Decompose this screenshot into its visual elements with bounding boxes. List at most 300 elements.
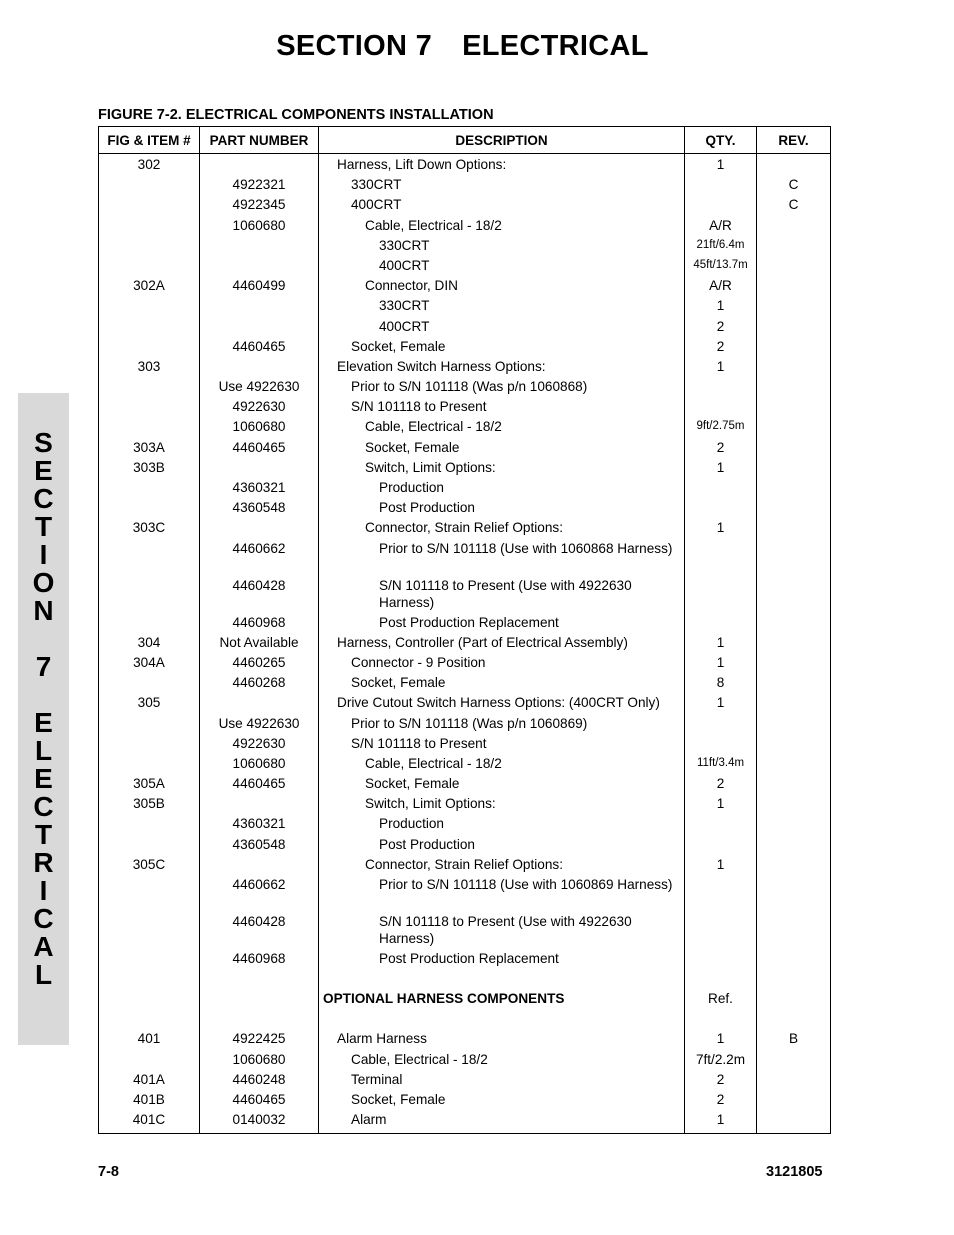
qty-cell: Ref.	[685, 990, 757, 1010]
side-tab-letter: L	[34, 735, 53, 766]
page-number: 7-8	[98, 1164, 119, 1180]
fig-cell	[99, 176, 200, 196]
part-number-cell: 4460465	[200, 338, 319, 358]
description-cell: Production	[319, 815, 685, 835]
rev-cell	[757, 1010, 831, 1030]
qty-cell: 2	[685, 1071, 757, 1091]
fig-cell: 302	[99, 154, 200, 177]
qty-cell	[685, 540, 757, 577]
fig-cell	[99, 815, 200, 835]
fig-cell	[99, 950, 200, 970]
rev-cell	[757, 795, 831, 815]
table-row	[99, 795, 831, 815]
rev-cell	[757, 459, 831, 479]
description-cell: Cable, Electrical - 18/2	[319, 755, 685, 775]
fig-cell	[99, 318, 200, 338]
side-tab-letter: E	[34, 455, 53, 486]
table-spacer-row	[99, 970, 831, 990]
table-header-row	[99, 127, 831, 154]
description-cell: Socket, Female	[319, 674, 685, 694]
fig-cell: 401C	[99, 1111, 200, 1134]
rev-cell	[757, 1111, 831, 1134]
section-title: ELECTRICAL	[462, 30, 649, 62]
part-number-cell	[200, 154, 319, 177]
qty-cell: 11ft/3.4m	[685, 755, 757, 775]
part-number-cell: 4922425	[200, 1030, 319, 1050]
rev-cell	[757, 154, 831, 177]
side-tab-letter: R	[33, 847, 54, 878]
fig-cell: 302A	[99, 277, 200, 297]
table-row	[99, 715, 831, 735]
fig-cell	[99, 257, 200, 277]
qty-cell	[685, 836, 757, 856]
part-number-cell: 1060680	[200, 1051, 319, 1071]
table-row	[99, 277, 831, 297]
part-number-cell	[200, 856, 319, 876]
fig-cell	[99, 614, 200, 634]
side-tab-letter: E	[34, 763, 53, 794]
rev-cell	[757, 519, 831, 539]
fig-cell: 305A	[99, 775, 200, 795]
side-tab-letter: L	[34, 959, 53, 990]
part-number-cell: 1060680	[200, 755, 319, 775]
table-row	[99, 735, 831, 755]
description-cell: Harness, Lift Down Options:	[319, 154, 685, 177]
rev-cell	[757, 1051, 831, 1071]
description-cell: Socket, Female	[319, 775, 685, 795]
description-cell: S/N 101118 to Present (Use with 4922630 Harness)	[319, 913, 685, 950]
qty-cell	[685, 479, 757, 499]
qty-cell: 1	[685, 459, 757, 479]
rev-cell	[757, 297, 831, 317]
description-cell: Prior to S/N 101118 (Use with 1060869 Harness)	[319, 876, 685, 913]
side-tab-letter: I	[39, 875, 48, 906]
fig-cell: 401B	[99, 1091, 200, 1111]
rev-cell	[757, 398, 831, 418]
qty-cell: 2	[685, 1091, 757, 1111]
qty-cell	[685, 577, 757, 614]
rev-cell	[757, 836, 831, 856]
table-row	[99, 694, 831, 714]
description-cell: Post Production	[319, 499, 685, 519]
part-number-cell	[200, 1010, 319, 1030]
fig-cell: 305	[99, 694, 200, 714]
part-number-cell: 1060680	[200, 418, 319, 438]
part-number-cell	[200, 318, 319, 338]
part-number-cell: 4460465	[200, 439, 319, 459]
table-row	[99, 358, 831, 378]
fig-cell	[99, 378, 200, 398]
qty-cell	[685, 735, 757, 755]
fig-cell	[99, 297, 200, 317]
side-tab-letter: S	[34, 427, 53, 458]
page-title	[0, 30, 925, 63]
description-cell: Post Production Replacement	[319, 614, 685, 634]
fig-cell	[99, 398, 200, 418]
rev-cell	[757, 237, 831, 257]
description-cell	[319, 970, 685, 990]
fig-cell	[99, 1051, 200, 1071]
qty-cell	[685, 1010, 757, 1030]
description-cell: Switch, Limit Options:	[319, 795, 685, 815]
part-number-cell: 4460662	[200, 540, 319, 577]
description-cell: Prior to S/N 101118 (Was p/n 1060869)	[319, 715, 685, 735]
part-number-cell: 0140032	[200, 1111, 319, 1134]
table-row	[99, 398, 831, 418]
side-tab-letter: N	[33, 595, 54, 626]
part-number-cell	[200, 990, 319, 1010]
part-number-cell: Use 4922630	[200, 378, 319, 398]
part-number-cell: Not Available	[200, 634, 319, 654]
description-cell: Harness, Controller (Part of Electrical Assembly)	[319, 634, 685, 654]
part-number-cell: 4460248	[200, 1071, 319, 1091]
qty-cell: A/R	[685, 277, 757, 297]
rev-cell	[757, 694, 831, 714]
part-number-cell	[200, 795, 319, 815]
qty-cell: 9ft/2.75m	[685, 418, 757, 438]
table-row	[99, 297, 831, 317]
fig-cell	[99, 237, 200, 257]
fig-cell: 303A	[99, 439, 200, 459]
fig-cell: 303C	[99, 519, 200, 539]
qty-cell: 1	[685, 154, 757, 177]
part-number-cell	[200, 694, 319, 714]
description-cell: Prior to S/N 101118 (Was p/n 1060868)	[319, 378, 685, 398]
description-cell: Post Production Replacement	[319, 950, 685, 970]
qty-cell: 8	[685, 674, 757, 694]
part-number-cell: 4460499	[200, 277, 319, 297]
parts-table	[98, 126, 831, 1134]
table-row	[99, 1030, 831, 1050]
part-number-cell	[200, 257, 319, 277]
qty-cell	[685, 378, 757, 398]
fig-cell	[99, 990, 200, 1010]
column-header-fig: FIG & ITEM #	[99, 127, 200, 154]
table-row	[99, 1051, 831, 1071]
qty-cell: 21ft/6.4m	[685, 237, 757, 257]
rev-cell	[757, 338, 831, 358]
description-cell: Terminal	[319, 1071, 685, 1091]
fig-cell	[99, 479, 200, 499]
part-number-cell: 4460968	[200, 614, 319, 634]
fig-cell: 304A	[99, 654, 200, 674]
table-spacer-row	[99, 1010, 831, 1030]
qty-cell	[685, 913, 757, 950]
part-number-cell	[200, 970, 319, 990]
rev-cell	[757, 876, 831, 913]
fig-cell	[99, 970, 200, 990]
table-row	[99, 196, 831, 216]
column-header-description: DESCRIPTION	[319, 127, 685, 154]
table-row	[99, 913, 831, 950]
table-row	[99, 577, 831, 614]
description-cell: 400CRT	[319, 318, 685, 338]
fig-cell: 401A	[99, 1071, 200, 1091]
part-number-cell: 4922630	[200, 735, 319, 755]
part-number-cell: 4922345	[200, 196, 319, 216]
description-cell: Elevation Switch Harness Options:	[319, 358, 685, 378]
side-tab-letter: C	[33, 483, 54, 514]
fig-cell: 303	[99, 358, 200, 378]
rev-cell	[757, 654, 831, 674]
part-number-cell: 4460968	[200, 950, 319, 970]
description-cell: Cable, Electrical - 18/2	[319, 217, 685, 237]
table-row	[99, 540, 831, 577]
table-row	[99, 876, 831, 913]
qty-cell: 2	[685, 775, 757, 795]
description-cell: Production	[319, 479, 685, 499]
description-cell: Connector, Strain Relief Options:	[319, 856, 685, 876]
fig-cell: 401	[99, 1030, 200, 1050]
side-tab-letter: I	[39, 539, 48, 570]
description-cell: Socket, Female	[319, 338, 685, 358]
qty-cell: 1	[685, 358, 757, 378]
description-cell: 330CRT	[319, 176, 685, 196]
fig-cell	[99, 876, 200, 913]
qty-cell	[685, 950, 757, 970]
fig-cell	[99, 577, 200, 614]
rev-cell	[757, 715, 831, 735]
description-cell: Socket, Female	[319, 1091, 685, 1111]
section-number: SECTION 7	[276, 30, 433, 62]
rev-cell	[757, 913, 831, 950]
qty-cell: 1	[685, 654, 757, 674]
table-row	[99, 775, 831, 795]
description-cell: Cable, Electrical - 18/2	[319, 418, 685, 438]
part-number-cell	[200, 358, 319, 378]
description-cell: 330CRT	[319, 237, 685, 257]
side-tab-letter: 7	[35, 651, 52, 682]
table-row	[99, 176, 831, 196]
document-number: 3121805	[766, 1164, 823, 1180]
qty-cell	[685, 715, 757, 735]
column-header-qty: QTY.	[685, 127, 757, 154]
side-tab-letter: O	[32, 567, 55, 598]
rev-cell	[757, 418, 831, 438]
rev-cell	[757, 378, 831, 398]
description-cell	[319, 1010, 685, 1030]
fig-cell	[99, 540, 200, 577]
part-number-cell: 4922321	[200, 176, 319, 196]
side-tab-letter: T	[34, 511, 53, 542]
rev-cell	[757, 990, 831, 1010]
part-number-cell: 4460428	[200, 577, 319, 614]
side-tab-letter: E	[34, 707, 53, 738]
rev-cell	[757, 735, 831, 755]
fig-cell: 305C	[99, 856, 200, 876]
side-tab-letter: A	[33, 931, 54, 962]
fig-cell: 305B	[99, 795, 200, 815]
table-row	[99, 418, 831, 438]
part-number-cell: 4360548	[200, 499, 319, 519]
qty-cell: 1	[685, 856, 757, 876]
rev-cell	[757, 577, 831, 614]
fig-cell	[99, 196, 200, 216]
table-row	[99, 856, 831, 876]
column-header-part: PART NUMBER	[200, 127, 319, 154]
description-cell: Alarm	[319, 1111, 685, 1134]
qty-cell	[685, 970, 757, 990]
figure-caption: FIGURE 7-2. ELECTRICAL COMPONENTS INSTALLATION	[98, 107, 494, 123]
fig-cell	[99, 1010, 200, 1030]
rev-cell: B	[757, 1030, 831, 1050]
table-row	[99, 654, 831, 674]
qty-cell: 1	[685, 297, 757, 317]
qty-cell: 45ft/13.7m	[685, 257, 757, 277]
fig-cell	[99, 217, 200, 237]
rev-cell	[757, 755, 831, 775]
part-number-cell	[200, 459, 319, 479]
qty-cell: 2	[685, 338, 757, 358]
description-cell: 400CRT	[319, 196, 685, 216]
qty-cell: 1	[685, 519, 757, 539]
part-number-cell: 4922630	[200, 398, 319, 418]
qty-cell: 2	[685, 318, 757, 338]
fig-cell	[99, 674, 200, 694]
description-cell: S/N 101118 to Present (Use with 4922630 Harness)	[319, 577, 685, 614]
table-row	[99, 439, 831, 459]
part-number-cell: 1060680	[200, 217, 319, 237]
table-row	[99, 237, 831, 257]
part-number-cell: 4360321	[200, 815, 319, 835]
rev-cell	[757, 499, 831, 519]
description-cell: Connector - 9 Position	[319, 654, 685, 674]
qty-cell: 1	[685, 694, 757, 714]
fig-cell	[99, 338, 200, 358]
rev-cell	[757, 950, 831, 970]
rev-cell	[757, 257, 831, 277]
fig-cell: 304	[99, 634, 200, 654]
part-number-cell	[200, 297, 319, 317]
qty-cell	[685, 176, 757, 196]
side-tab-letter: T	[34, 819, 53, 850]
rev-cell	[757, 540, 831, 577]
table-row	[99, 815, 831, 835]
table-row	[99, 338, 831, 358]
rev-cell	[757, 479, 831, 499]
part-number-cell: 4460465	[200, 775, 319, 795]
fig-cell	[99, 418, 200, 438]
description-cell: Alarm Harness	[319, 1030, 685, 1050]
qty-cell: 1	[685, 634, 757, 654]
description-cell: Cable, Electrical - 18/2	[319, 1051, 685, 1071]
description-cell: OPTIONAL HARNESS COMPONENTS	[319, 990, 685, 1010]
description-cell: S/N 101118 to Present	[319, 735, 685, 755]
rev-cell	[757, 217, 831, 237]
rev-cell	[757, 674, 831, 694]
rev-cell	[757, 815, 831, 835]
qty-cell	[685, 815, 757, 835]
part-number-cell: 4460268	[200, 674, 319, 694]
fig-cell	[99, 499, 200, 519]
table-body	[99, 154, 831, 1134]
fig-cell	[99, 913, 200, 950]
side-tab-letters	[18, 429, 69, 989]
rev-cell	[757, 634, 831, 654]
table-row	[99, 378, 831, 398]
table-row	[99, 499, 831, 519]
rev-cell	[757, 970, 831, 990]
part-number-cell	[200, 237, 319, 257]
description-cell: S/N 101118 to Present	[319, 398, 685, 418]
qty-cell	[685, 876, 757, 913]
table-row	[99, 519, 831, 539]
table-row	[99, 634, 831, 654]
rev-cell: C	[757, 176, 831, 196]
rev-cell: C	[757, 196, 831, 216]
qty-cell	[685, 398, 757, 418]
part-number-cell: 4360321	[200, 479, 319, 499]
fig-cell	[99, 755, 200, 775]
rev-cell	[757, 1091, 831, 1111]
description-cell: 330CRT	[319, 297, 685, 317]
table-row	[99, 479, 831, 499]
rev-cell	[757, 318, 831, 338]
table-row	[99, 950, 831, 970]
side-tab-letter: C	[33, 903, 54, 934]
description-cell: Post Production	[319, 836, 685, 856]
rev-cell	[757, 439, 831, 459]
table-row	[99, 154, 831, 177]
description-cell: Connector, Strain Relief Options:	[319, 519, 685, 539]
table-row	[99, 217, 831, 237]
table-row	[99, 459, 831, 479]
rev-cell	[757, 358, 831, 378]
rev-cell	[757, 775, 831, 795]
side-tab-letter: C	[33, 791, 54, 822]
table-row	[99, 836, 831, 856]
fig-cell	[99, 715, 200, 735]
part-number-cell: 4460428	[200, 913, 319, 950]
qty-cell: 2	[685, 439, 757, 459]
table-row	[99, 257, 831, 277]
rev-cell	[757, 1071, 831, 1091]
column-header-rev: REV.	[757, 127, 831, 154]
description-cell: Socket, Female	[319, 439, 685, 459]
part-number-cell: 4460662	[200, 876, 319, 913]
qty-cell: A/R	[685, 217, 757, 237]
table-row	[99, 674, 831, 694]
part-number-cell	[200, 519, 319, 539]
part-number-cell: 4460465	[200, 1091, 319, 1111]
description-cell: Drive Cutout Switch Harness Options: (400CRT Only)	[319, 694, 685, 714]
table-row	[99, 990, 831, 1010]
qty-cell: 1	[685, 1030, 757, 1050]
qty-cell	[685, 499, 757, 519]
table-row	[99, 1111, 831, 1134]
description-cell: Prior to S/N 101118 (Use with 1060868 Harness)	[319, 540, 685, 577]
rev-cell	[757, 277, 831, 297]
qty-cell: 1	[685, 795, 757, 815]
description-cell: 400CRT	[319, 257, 685, 277]
description-cell: Switch, Limit Options:	[319, 459, 685, 479]
qty-cell	[685, 196, 757, 216]
table-row	[99, 755, 831, 775]
rev-cell	[757, 614, 831, 634]
qty-cell: 7ft/2.2m	[685, 1051, 757, 1071]
part-number-cell: 4460265	[200, 654, 319, 674]
rev-cell	[757, 856, 831, 876]
qty-cell	[685, 614, 757, 634]
qty-cell: 1	[685, 1111, 757, 1134]
fig-cell: 303B	[99, 459, 200, 479]
table-row	[99, 1091, 831, 1111]
description-cell: Connector, DIN	[319, 277, 685, 297]
section-side-tab	[18, 393, 69, 1045]
fig-cell	[99, 836, 200, 856]
fig-cell	[99, 735, 200, 755]
table-row	[99, 614, 831, 634]
